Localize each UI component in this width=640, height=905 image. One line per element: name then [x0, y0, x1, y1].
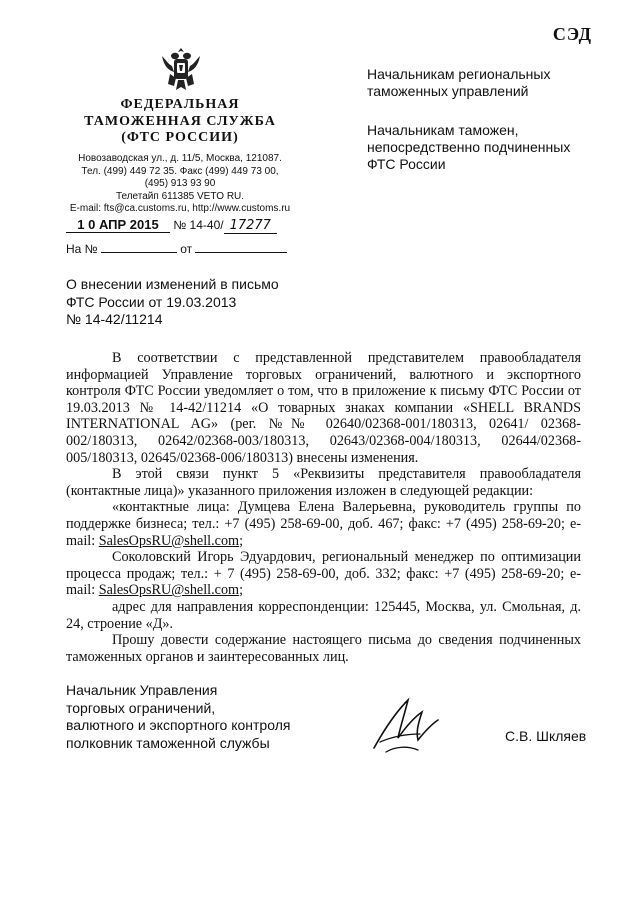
- addressee-line3: Начальникам таможен,: [367, 122, 519, 138]
- addressee-line1: Начальникам региональных: [367, 66, 551, 82]
- address-line1: Новозаводская ул., д. 11/5, Москва, 121087.: [78, 153, 282, 164]
- from-blank: [195, 241, 287, 253]
- contact-2-text: Соколовский Игорь Эдуардович, региональный менеджер по оптимизации процесса продаж; тел.: + 7 (495) 258-69-00, доб. 332; факс: +7 (495) 258-69-20; e-mail:: [66, 549, 581, 599]
- signatory-line2: торговых ограничений,: [66, 699, 216, 716]
- org-abbreviation: (ФТС РОССИИ): [121, 130, 239, 145]
- letter-subject: [66, 276, 279, 329]
- contact-1-end: ;: [239, 532, 244, 549]
- org-name-line1: ФЕДЕРАЛЬНАЯ: [120, 97, 240, 112]
- contact-2-email-link[interactable]: SalesOpsRU@shell.com: [98, 582, 240, 599]
- organization-name: [62, 96, 298, 130]
- body-paragraph-5: адрес для направления корреспонденции: 125445, Москва, ул. Смольная, д. 24, строение «Д».: [66, 598, 581, 632]
- address-line4: Телетайп 611385 VETO RU.: [115, 190, 245, 202]
- contact-1-email-link[interactable]: SalesOpsRU@shell.com: [98, 532, 240, 549]
- body-paragraph-3: [66, 499, 581, 549]
- address-line3: (495) 913 93 90: [144, 178, 216, 189]
- registration-date: 1 0 АПР 2015: [66, 217, 170, 233]
- address-line2: Тел. (499) 449 72 35. Факс (499) 449 73 00,: [81, 165, 279, 177]
- org-address: [60, 153, 300, 216]
- body-paragraph-2: В этой связи пункт 5 «Реквизиты представителя правообладателя (контактные лица)» указанного приложения изложен в следующей редакции:: [66, 466, 581, 499]
- on-no-blank: [101, 241, 177, 253]
- from-label: от: [180, 242, 193, 256]
- addressee-line2: таможенных управлений: [367, 83, 529, 99]
- org-name-line2: ТАМОЖЕННАЯ СЛУЖБА: [84, 114, 276, 129]
- registration-line: [66, 217, 277, 233]
- signatory-name: С.В. Шкляев: [505, 728, 587, 744]
- addressee-line4: непосредственно подчиненных: [367, 139, 571, 155]
- body-paragraph-1: В соответствии с представленной представителем правообладателя информацией Управление торговых ограничений, валютного и экспортного контроля ФТС России уведомляет о том, что в приложение к письму ФТС России от 19.03.2013 № 14-42/11214 «О товарных знаках компании «SHELL BRANDS INTERNATIONAL AG» (рег. №№ 02640/02368-001/180313, 02641/ 02368-002/180313, 02642/02368-003/180313, 02643/02368-004/180313, 02644/02368-005/180313, 02645/02368-006/180313) внесены изменения.: [66, 350, 581, 466]
- subject-line1: О внесении изменений в письмо: [66, 276, 279, 292]
- registration-number-handwritten: 17277: [224, 218, 277, 234]
- reference-line: [66, 241, 287, 256]
- signatory-line4: полковник таможенной службы: [66, 734, 270, 751]
- signatory-title: [66, 682, 290, 752]
- signatory-line3: валютного и экспортного контроля: [66, 717, 291, 733]
- contact-1-text: «контактные лица: Думцева Елена Валерьевна, руководитель группы по поддержке бизнеса; тел.: +7 (495) 258-69-00, доб. 467; факс: +7 (495) 258-69-20; e-mail:: [66, 499, 581, 549]
- registration-number-prefix: № 14-40/: [173, 218, 224, 232]
- address-line5: E-mail: fts@ca.customs.ru, http://www.customs.ru: [69, 203, 291, 214]
- sed-mark: СЭД: [552, 24, 592, 44]
- body-paragraph-6: Прошу довести содержание настоящего письма до сведения подчиненных таможенных органов и заинтересованных лиц.: [66, 632, 581, 665]
- subject-line2: ФТС России от 19.03.2013: [66, 293, 237, 310]
- addressee-regional: [367, 66, 550, 100]
- body-paragraph-4: [66, 549, 581, 599]
- signatory-line1: Начальник Управления: [66, 682, 218, 698]
- letter-body: [66, 350, 581, 665]
- addressee-line5: ФТС России: [367, 156, 446, 172]
- subject-line3: № 14-42/11214: [66, 311, 163, 327]
- addressee-customs: [367, 122, 570, 173]
- handwritten-signature-icon: [360, 690, 480, 760]
- coat-of-arms-icon: [158, 44, 204, 94]
- contact-2-end: ;: [239, 582, 244, 599]
- on-no-label: На №: [66, 242, 98, 256]
